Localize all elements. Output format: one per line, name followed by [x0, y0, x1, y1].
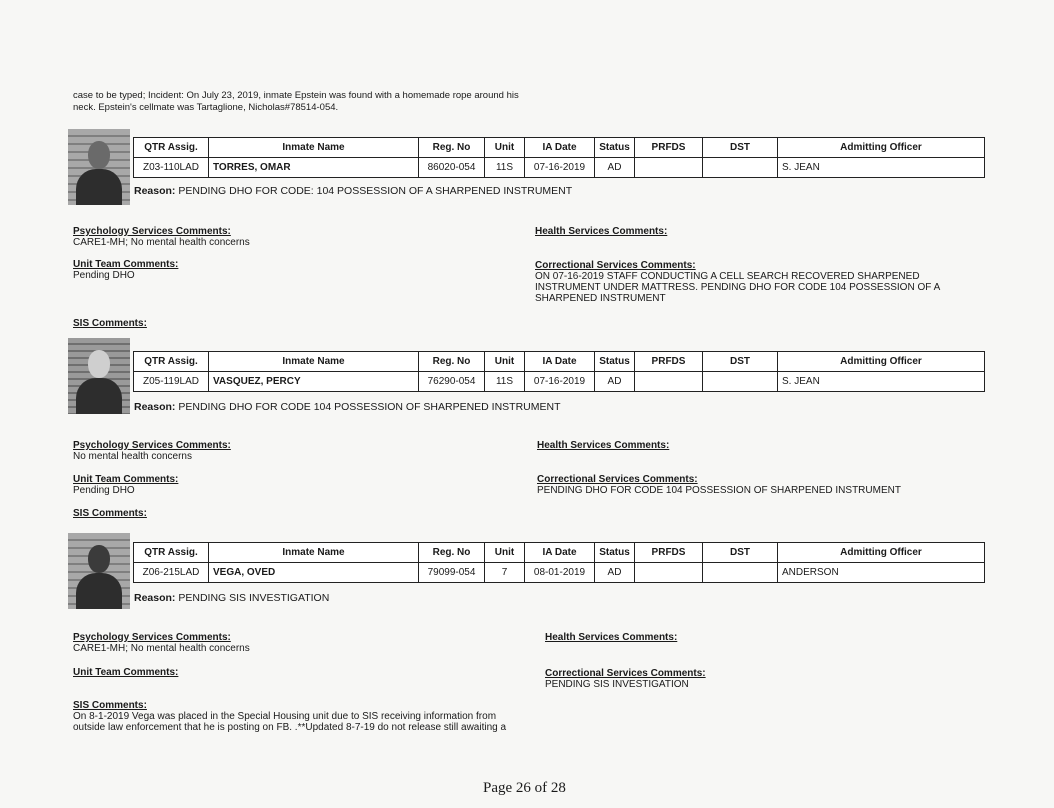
- unit-value: 7: [485, 563, 525, 583]
- header-qtr: QTR Assig.: [134, 352, 209, 372]
- status-value: AD: [595, 563, 635, 583]
- inmate-name: TORRES, OMAR: [209, 158, 419, 178]
- header-reg: Reg. No: [419, 352, 485, 372]
- header-officer: Admitting Officer: [778, 138, 985, 158]
- psych-text: No mental health concerns: [73, 451, 192, 462]
- correctional-text: ON 07-16-2019 STAFF CONDUCTING A CELL SEARCH RECOVERED SHARPENED INSTRUMENT UNDER MATTRESS. PENDING DHO FOR CODE 104 POSSESSION OF A SHARPENED INSTRUMENT: [535, 271, 940, 304]
- inmate-photo-vasquez: [68, 338, 130, 414]
- officer-value: S. JEAN: [778, 158, 985, 178]
- prfds-value: [635, 563, 703, 583]
- reason-label: Reason:: [134, 592, 176, 604]
- psych-label: Psychology Services Comments:: [73, 226, 231, 237]
- inmate-name: VEGA, OVED: [209, 563, 419, 583]
- reason-line: [134, 592, 329, 604]
- incident-intro-text: case to be typed; Incident: On July 23, 2019, inmate Epstein was found with a homemade rope around his neck. Epstein's cellmate was Tartaglione, Nicholas#78514-054.: [73, 90, 519, 113]
- correctional-label: Correctional Services Comments:: [535, 260, 696, 271]
- inmate-name: VASQUEZ, PERCY: [209, 372, 419, 392]
- correctional-text: PENDING SIS INVESTIGATION: [545, 679, 689, 690]
- header-officer: Admitting Officer: [778, 352, 985, 372]
- header-name: Inmate Name: [209, 543, 419, 563]
- sis-text: On 8-1-2019 Vega was placed in the Special Housing unit due to SIS receiving information from outside law enforcement that he is posting on FB. .**Updated 8-7-19 do not release still awaiting a: [73, 711, 507, 733]
- qtr-value: Z06-215LAD: [134, 563, 209, 583]
- header-ia-date: IA Date: [525, 352, 595, 372]
- reason-line: [134, 401, 561, 413]
- header-dst: DST: [703, 352, 778, 372]
- header-name: Inmate Name: [209, 138, 419, 158]
- header-dst: DST: [703, 138, 778, 158]
- health-label: Health Services Comments:: [535, 226, 668, 237]
- reg-value: 76290-054: [419, 372, 485, 392]
- qtr-value: Z05-119LAD: [134, 372, 209, 392]
- unit-team-label: Unit Team Comments:: [73, 474, 179, 485]
- reason-text: PENDING SIS INVESTIGATION: [178, 592, 330, 604]
- header-name: Inmate Name: [209, 352, 419, 372]
- psych-text: CARE1-MH; No mental health concerns: [73, 643, 250, 654]
- prfds-value: [635, 158, 703, 178]
- unit-value: 11S: [485, 158, 525, 178]
- inmate-record-table: [133, 137, 985, 178]
- psych-text: CARE1-MH; No mental health concerns: [73, 237, 250, 248]
- inmate-photo-torres: [68, 129, 130, 205]
- ia-date-value: 07-16-2019: [525, 158, 595, 178]
- sis-label: SIS Comments:: [73, 700, 147, 711]
- status-value: AD: [595, 372, 635, 392]
- header-qtr: QTR Assig.: [134, 138, 209, 158]
- header-prfds: PRFDS: [635, 543, 703, 563]
- header-unit: Unit: [485, 352, 525, 372]
- sis-label: SIS Comments:: [73, 318, 147, 329]
- health-label: Health Services Comments:: [537, 440, 670, 451]
- reg-value: 79099-054: [419, 563, 485, 583]
- prfds-value: [635, 372, 703, 392]
- header-prfds: PRFDS: [635, 352, 703, 372]
- unit-team-text: Pending DHO: [73, 270, 135, 281]
- sis-label: SIS Comments:: [73, 508, 147, 519]
- header-qtr: QTR Assig.: [134, 543, 209, 563]
- psych-label: Psychology Services Comments:: [73, 440, 231, 451]
- dst-value: [703, 372, 778, 392]
- correctional-label: Correctional Services Comments:: [545, 668, 706, 679]
- header-prfds: PRFDS: [635, 138, 703, 158]
- header-unit: Unit: [485, 138, 525, 158]
- ia-date-value: 07-16-2019: [525, 372, 595, 392]
- ia-date-value: 08-01-2019: [525, 563, 595, 583]
- header-officer: Admitting Officer: [778, 543, 985, 563]
- reason-text: PENDING DHO FOR CODE: 104 POSSESSION OF A SHARPENED INSTRUMENT: [178, 185, 573, 197]
- psych-label: Psychology Services Comments:: [73, 632, 231, 643]
- unit-team-label: Unit Team Comments:: [73, 259, 179, 270]
- page-number: Page 26 of 28: [483, 780, 566, 796]
- health-label: Health Services Comments:: [545, 632, 678, 643]
- unit-value: 11S: [485, 372, 525, 392]
- reason-label: Reason:: [134, 185, 176, 197]
- header-status: Status: [595, 138, 635, 158]
- officer-value: S. JEAN: [778, 372, 985, 392]
- header-reg: Reg. No: [419, 543, 485, 563]
- header-unit: Unit: [485, 543, 525, 563]
- reason-label: Reason:: [134, 401, 176, 413]
- inmate-photo-vega: [68, 533, 130, 609]
- correctional-label: Correctional Services Comments:: [537, 474, 698, 485]
- dst-value: [703, 158, 778, 178]
- reason-text: PENDING DHO FOR CODE 104 POSSESSION OF SHARPENED INSTRUMENT: [178, 401, 561, 413]
- unit-team-label: Unit Team Comments:: [73, 667, 179, 678]
- header-reg: Reg. No: [419, 138, 485, 158]
- reason-line: [134, 185, 572, 197]
- dst-value: [703, 563, 778, 583]
- reg-value: 86020-054: [419, 158, 485, 178]
- officer-value: ANDERSON: [778, 563, 985, 583]
- correctional-text: PENDING DHO FOR CODE 104 POSSESSION OF SHARPENED INSTRUMENT: [537, 485, 901, 496]
- status-value: AD: [595, 158, 635, 178]
- inmate-record-table: [133, 542, 985, 583]
- header-status: Status: [595, 352, 635, 372]
- qtr-value: Z03-110LAD: [134, 158, 209, 178]
- unit-team-text: Pending DHO: [73, 485, 135, 496]
- header-ia-date: IA Date: [525, 543, 595, 563]
- header-ia-date: IA Date: [525, 138, 595, 158]
- header-dst: DST: [703, 543, 778, 563]
- inmate-record-table: [133, 351, 985, 392]
- header-status: Status: [595, 543, 635, 563]
